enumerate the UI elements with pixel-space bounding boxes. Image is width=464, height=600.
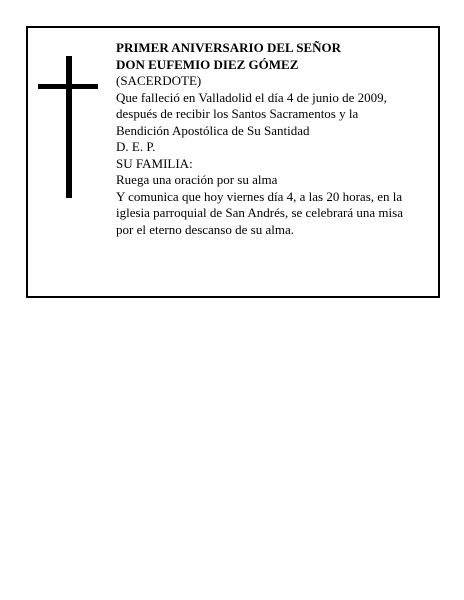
- notice-dep: D. E. P.: [116, 139, 156, 154]
- notice-announcement-line: iglesia parroquial de San Andrés, se celebrará una misa: [116, 205, 403, 220]
- notice-announcement-line: por el eterno descanso de su alma.: [116, 221, 294, 237]
- notice-body-line: Que falleció en Valladolid el día 4 de junio de 2009,: [116, 89, 387, 105]
- notice-prayer-request: Ruega una oración por su alma: [116, 172, 278, 187]
- notice-body-line: Bendición Apostólica de Su Santidad: [116, 122, 310, 138]
- notice-text: [116, 40, 426, 238]
- cross-icon-crossbar: [38, 84, 98, 89]
- notice-heading-line2: DON EUFEMIO DIEZ GÓMEZ: [116, 56, 299, 72]
- cross-icon: [66, 56, 72, 198]
- notice-family-label: SU FAMILIA:: [116, 155, 193, 171]
- notice-body-line: después de recibir los Santos Sacramentos y la: [116, 106, 359, 121]
- notice-heading-line1: PRIMER ANIVERSARIO DEL SEÑOR: [116, 40, 342, 55]
- obituary-notice: [26, 26, 440, 298]
- notice-title: (SACERDOTE): [116, 73, 202, 88]
- notice-announcement-line: Y comunica que hoy viernes día 4, a las 20 horas, en la: [116, 188, 403, 204]
